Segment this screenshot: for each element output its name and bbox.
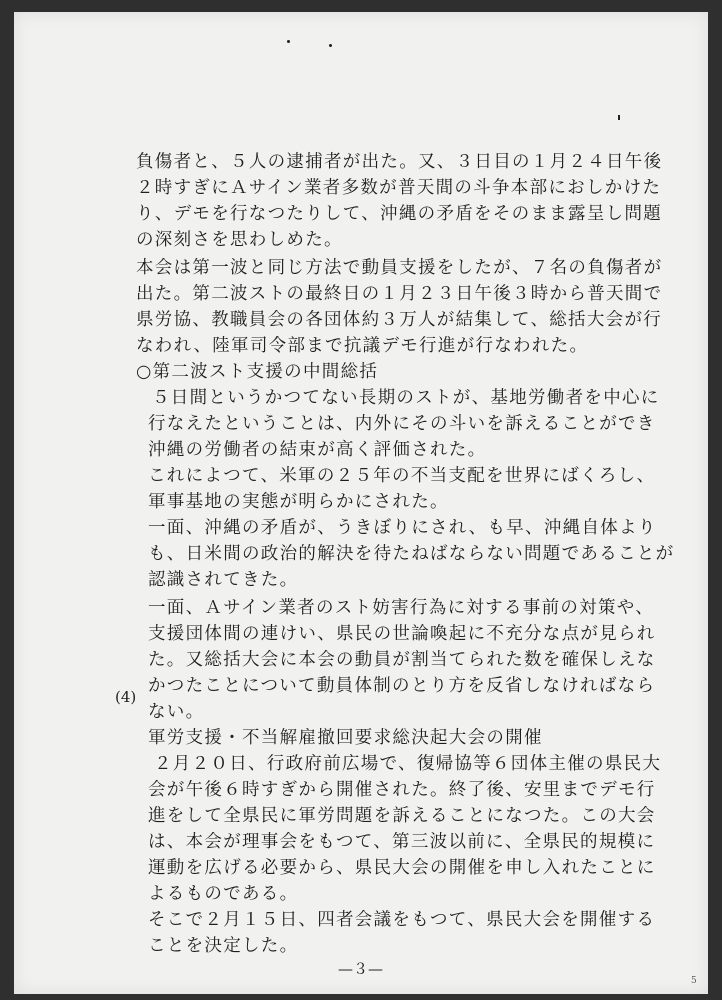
text-line: 負傷者と、５人の逮捕者が出た。又、３日目の１月２４日午後 bbox=[136, 152, 663, 172]
text-line: ５日間というかつてない長期のストが、基地労働者を中心に bbox=[152, 388, 660, 408]
text-line: 運動を広げる必要から、県民大会の開催を申し入れたことに bbox=[148, 858, 656, 878]
text-line: も、日米間の政治的解決を待たねばならない問題であることが bbox=[148, 544, 675, 564]
text-line: ことを決定した。 bbox=[148, 936, 299, 956]
speck-mark bbox=[618, 115, 620, 120]
section-heading: ○第二波スト支援の中間総括 bbox=[136, 362, 379, 382]
text-line: ２時すぎにＡサイン業者多数が普天間の斗争本部におしかけた bbox=[136, 178, 662, 198]
corner-mark: 5 bbox=[691, 976, 697, 986]
text-line: これによつて、米軍の２５年の不当支配を世界にばくろし、 bbox=[148, 466, 656, 486]
text-line: よるものである。 bbox=[148, 884, 299, 904]
text-line: た。又総括大会に本会の動員が割当てられた数を確保しえな bbox=[148, 650, 656, 670]
page-number: —３— bbox=[338, 960, 384, 978]
punch-mark bbox=[287, 40, 290, 43]
text-line: 本会は第一波と同じ方法で動員支援をしたが、７名の負傷者が bbox=[136, 258, 663, 278]
text-line: 進をして全県民に軍労問題を訴えることになつた。この大会 bbox=[148, 806, 656, 826]
text-line: は、本会が理事会をもつて、第三波以前に、全県民的規模に bbox=[148, 832, 656, 852]
text-line: り、デモを行なつたりして、沖縄の矛盾をそのまま露呈し問題 bbox=[136, 204, 663, 224]
section-heading: 軍労支援・不当解雇撤回要求総決起大会の開催 bbox=[148, 728, 543, 748]
text-line: ない。 bbox=[148, 702, 205, 722]
text-line: 軍事基地の実態が明らかにされた。 bbox=[148, 492, 449, 512]
text-line: かつたことについて動員体制のとり方を反省しなければなら bbox=[148, 676, 656, 696]
text-line: そこで２月１５日、四者会議をもつて、県民大会を開催する bbox=[148, 910, 656, 930]
text-line: ２月２０日、行政府前広場で、復帰協等６団体主催の県民大 bbox=[154, 754, 662, 774]
section-number: (4) bbox=[115, 688, 137, 706]
text-line: 県労協、教職員会の各団体約３万人が結集して、総括大会が行 bbox=[136, 310, 663, 330]
text-line: 支援団体間の連けい、県民の世論喚起に不充分な点が見られ bbox=[148, 624, 656, 644]
punch-mark bbox=[329, 44, 332, 47]
text-line: 行なえたということは、内外にその斗いを訴えることができ bbox=[148, 414, 656, 434]
text-line: 沖縄の労働者の結束が高く評価された。 bbox=[148, 440, 487, 460]
text-line: 一面、Ａサイン業者のスト妨害行為に対する事前の対策や、 bbox=[148, 598, 655, 618]
text-line: 一面、沖縄の矛盾が、うきぼりにされ、も早、沖縄自体より bbox=[148, 518, 657, 538]
text-line: なわれ、陸軍司令部まで抗議デモ行進が行なわれた。 bbox=[136, 336, 589, 356]
text-line: の深刻さを思わしめた。 bbox=[136, 230, 343, 250]
text-line: 会が午後６時すぎから開催された。終了後、安里までデモ行 bbox=[148, 780, 656, 800]
text-line: 認識されてきた。 bbox=[148, 570, 299, 590]
text-line: 出た。第二波ストの最終日の１月２３日午後３時から普天間で bbox=[136, 284, 663, 304]
